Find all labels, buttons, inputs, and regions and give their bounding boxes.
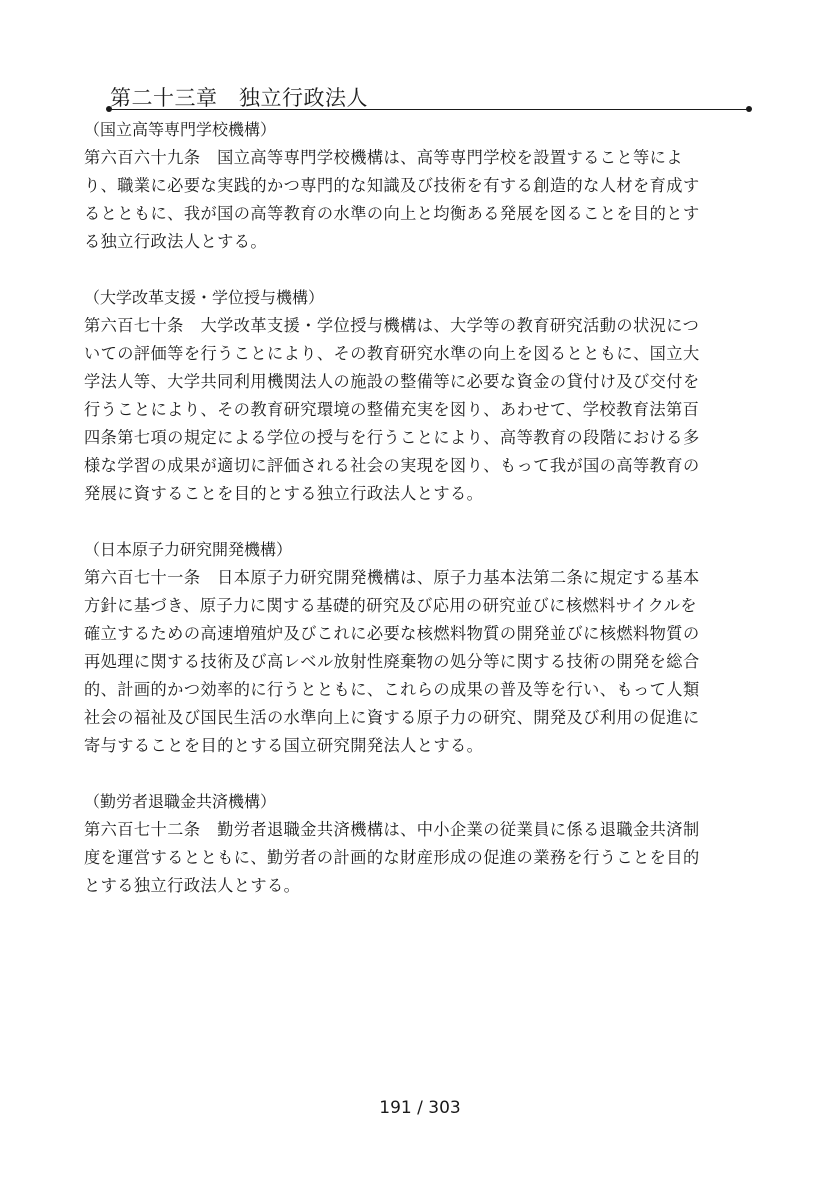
article-heading: （国立高等専門学校機構） bbox=[84, 120, 277, 139]
article-heading: （日本原子力研究開発機構） bbox=[84, 540, 293, 559]
article-heading: （大学改革支援・学位授与機構） bbox=[84, 288, 325, 307]
article-669 bbox=[84, 116, 756, 256]
article-672 bbox=[84, 788, 756, 900]
page-number: 191 / 303 bbox=[379, 1098, 461, 1118]
article-670 bbox=[84, 284, 756, 508]
article-body: 第六百六十九条 国立高等専門学校機構は、高等専門学校を設置すること等によ り、職業に必要な実践的かつ専門的な知識及び技術を有する創造的な人材を育成す るとともに、我が国の高等教育の水準の向上と均衡ある発展を図ることを目的とす る独立行政法人とする。 bbox=[84, 148, 700, 251]
chapter-header bbox=[106, 84, 752, 112]
article-body: 第六百七十一条 日本原子力研究開発機構は、原子力基本法第二条に規定する基本 方針に基づき、原子力に関する基礎的研究及び応用の研究並びに核燃料サイクルを 確立するための高速増殖炉及びこれに必要な核燃料物質の開発並びに核燃料物質の 再処理に関する技術及び高レベル放射性廃棄物の処分等に関する技術の開発を総合 的、計画的かつ効率的に行うとともに、これらの成果の普及等を行い、もって人類 社会の福祉及び国民生活の水準向上に資する原子力の研究、開発及び利用の促進に 寄与することを目的とする国立研究開発法人とする。 bbox=[84, 568, 700, 755]
article-body: 第六百七十二条 勤労者退職金共済機構は、中小企業の従業員に係る退職金共済制 度を運営するとともに、勤労者の計画的な財産形成の促進の業務を行うことを目的 とする独立行政法人とする。 bbox=[84, 820, 700, 895]
article-heading: （勤労者退職金共済機構） bbox=[84, 792, 277, 811]
chapter-title: 第二十三章 独立行政法人 bbox=[110, 86, 368, 110]
article-body: 第六百七十条 大学改革支援・学位授与機構は、大学等の教育研究活動の状況につ いての評価等を行うことにより、その教育研究水準の向上を図るとともに、国立大 学法人等、大学共同利用機関法人の施設の整備等に必要な資金の貸付け及び交付を 行うことにより、その教育研究環境の整備充実を図り、あわせて、学校教育法第百 四条第七項の規定による学位の授与を行うことにより、高等教育の段階における多 様な学習の成果が適切に評価される社会の実現を図り、もって我が国の高等教育の 発展に資することを目的とする独立行政法人とする。 bbox=[84, 316, 700, 503]
article-671 bbox=[84, 536, 756, 760]
rule-right-dot bbox=[746, 106, 752, 112]
